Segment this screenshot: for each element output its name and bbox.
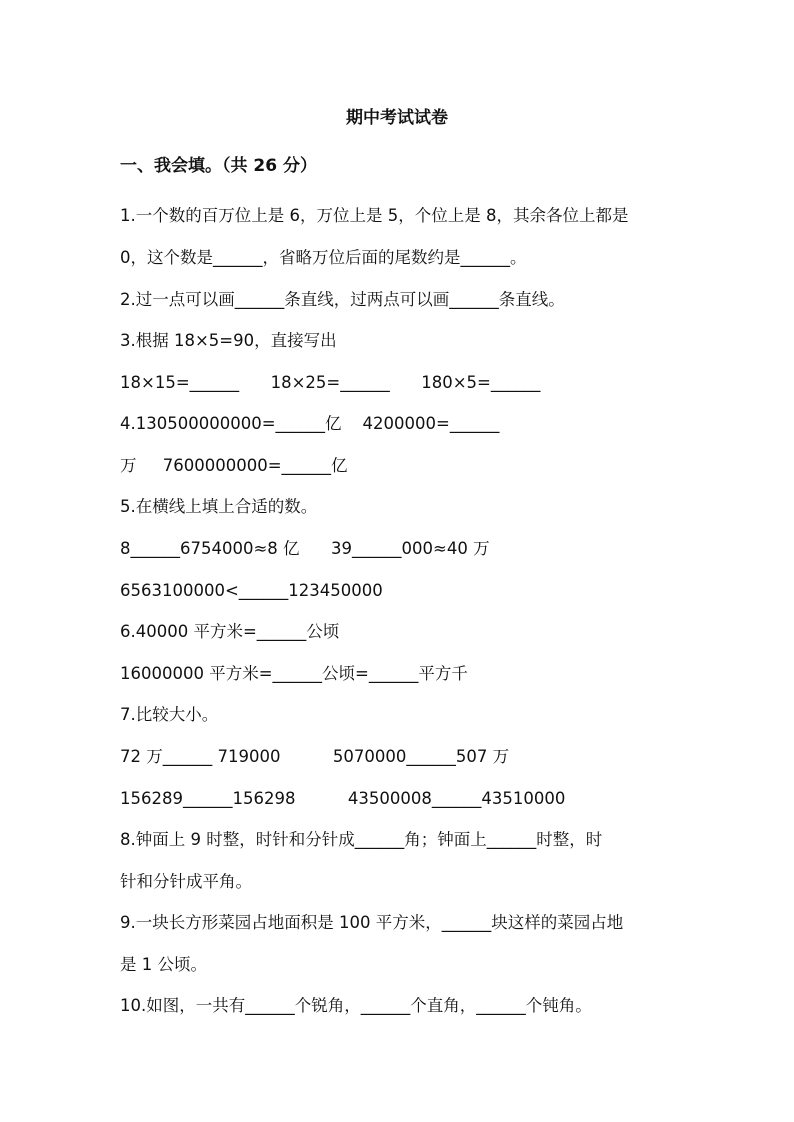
question-line: 1.一个数的百万位上是 6，万位上是 5，个位上是 8，其余各位上都是	[120, 206, 629, 225]
question-line: 5.在横线上填上合适的数。	[120, 497, 318, 516]
question-line: 针和分针成平角。	[120, 872, 252, 891]
question-line: 8.钟面上 9 时整，时针和分针成______角；钟面上______时整，时	[120, 830, 603, 849]
page-title: 期中考试试卷	[346, 108, 448, 128]
question-line: 3.根据 18×5=90，直接写出	[120, 331, 337, 350]
question-line: 10.如图，一共有______个锐角，______个直角，______个钝角。	[120, 996, 592, 1015]
question-line: 6.40000 平方米=______公顷	[120, 622, 340, 641]
question-line: 7.比较大小。	[120, 705, 219, 724]
question-line: 2.过一点可以画______条直线，过两点可以画______条直线。	[120, 290, 565, 309]
question-line: 8______6754000≈8 亿 39______000≈40 万	[120, 539, 490, 558]
section-heading: 一、我会填。（共 26 分）	[120, 156, 317, 176]
question-line: 72 万______ 719000 5070000______507 万	[120, 747, 510, 766]
question-line: 4.130500000000=______亿 4200000=______	[120, 414, 500, 433]
question-line: 156289______156298 43500008______43510000	[120, 789, 566, 808]
question-line: 万 7600000000=______亿	[120, 456, 348, 475]
question-line: 6563100000<______123450000	[120, 581, 383, 600]
question-line: 9.一块长方形菜园占地面积是 100 平方米，______块这样的菜园占地	[120, 913, 624, 932]
question-line: 是 1 公顷。	[120, 955, 207, 974]
question-line: 18×15=______ 18×25=______ 180×5=______	[120, 373, 541, 392]
question-line: 16000000 平方米=______公顷=______平方千	[120, 664, 468, 683]
question-line: 0，这个数是______，省略万位后面的尾数约是______。	[120, 248, 527, 267]
